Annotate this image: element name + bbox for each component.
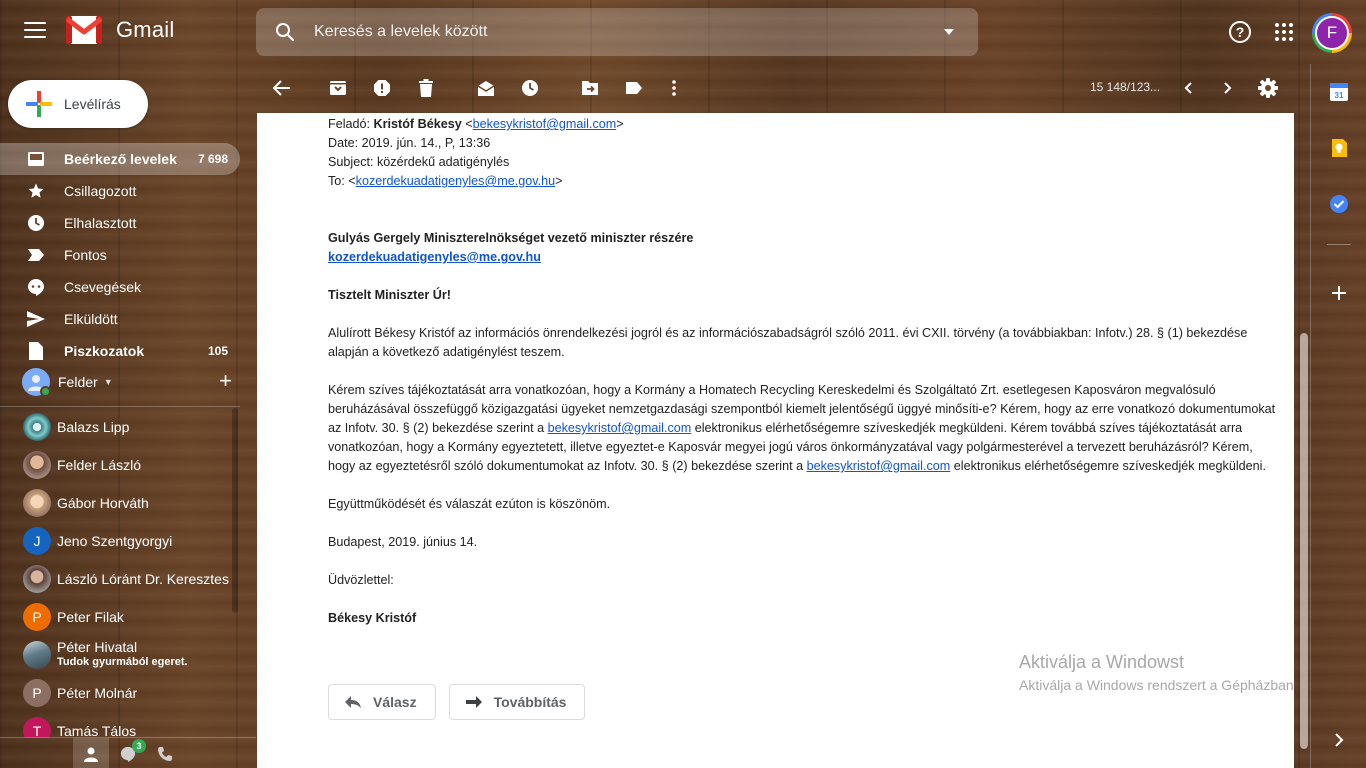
chat-badge: 3	[132, 739, 146, 753]
send-icon	[26, 309, 46, 329]
nav-label: Csillagozott	[64, 183, 137, 199]
back-icon[interactable]	[271, 77, 293, 99]
folder-nav	[0, 143, 240, 367]
move-to-icon[interactable]	[579, 77, 601, 99]
account-avatar[interactable]	[1312, 13, 1352, 53]
main-menu-button[interactable]	[24, 22, 46, 42]
phone-icon	[157, 746, 173, 762]
add-addon-icon[interactable]	[1329, 283, 1349, 303]
inbox-icon	[26, 149, 46, 169]
report-spam-icon[interactable]	[371, 77, 393, 99]
nav-label: Elküldött	[64, 311, 118, 327]
contact-name: Gábor Horváth	[57, 494, 149, 511]
nav-label: Elhalasztott	[64, 215, 137, 231]
calendar-day: 31	[1334, 91, 1344, 100]
forward-icon	[466, 696, 482, 708]
compose-plus-icon	[26, 91, 52, 117]
important-icon	[26, 245, 46, 265]
nav-item-sent[interactable]	[0, 303, 240, 335]
side-panel	[1310, 64, 1366, 768]
apps-grid-icon[interactable]	[1272, 20, 1296, 44]
search-icon[interactable]	[256, 22, 314, 42]
contact-name: Tamás Tálos	[57, 722, 137, 738]
contact-avatar	[23, 565, 51, 593]
hangouts-tabs	[0, 737, 256, 768]
compose-button[interactable]	[8, 80, 148, 128]
contacts-tab[interactable]	[73, 738, 109, 768]
keep-icon[interactable]	[1329, 138, 1349, 158]
chat-icon	[26, 277, 46, 297]
add-contact-button[interactable]: +	[219, 368, 232, 393]
nav-label: Beérkező levelek	[64, 151, 177, 167]
signature: Békesy Kristóf	[328, 611, 417, 625]
contact-item[interactable]	[0, 522, 240, 560]
paragraph-thanks: Együttműködését és válaszát ezúton is köszönöm.	[328, 497, 611, 511]
search-input[interactable]	[256, 8, 978, 56]
nav-item-important[interactable]	[0, 239, 240, 271]
windows-activation-watermark: Aktiválja a Windowst Aktiválja a Windows rendszert a Gépházban	[1019, 652, 1294, 693]
more-options-icon[interactable]	[663, 77, 685, 99]
account-initial: F	[1315, 16, 1349, 50]
contact-item[interactable]	[0, 598, 240, 636]
nav-item-snoozed[interactable]	[0, 207, 240, 239]
phone-tab[interactable]	[147, 738, 183, 768]
to-email-link[interactable]: kozerdekuadatigenyles@me.gov.hu	[355, 174, 556, 188]
paragraph-intro: Alulírott Békesy Kristóf az információs önrendelkezési jogról és az információszabadságról szóló 2011. évi CXII. törvény (a továbbiakban: Infotv.) 28. § (1) bekezdése alapján a következő adatigénylést teszem.	[328, 326, 1248, 359]
help-icon[interactable]	[1228, 20, 1252, 44]
pagination-label: 15 148/123...	[1090, 80, 1161, 94]
app-name: Gmail	[116, 17, 175, 42]
contact-avatar: T	[23, 717, 51, 738]
contact-name: Péter Molnár	[57, 684, 138, 701]
expand-panel-chevron-icon[interactable]	[1329, 730, 1349, 750]
contacts-list	[0, 408, 240, 738]
contact-name: Péter Hivatal	[57, 639, 138, 655]
contact-item[interactable]	[0, 408, 240, 446]
nav-label: Csevegések	[64, 279, 142, 295]
reply-email-link[interactable]: bekesykristof@gmail.com	[547, 421, 692, 435]
svg-text:?: ?	[1235, 24, 1245, 40]
contact-name: Balazs Lipp	[57, 418, 130, 435]
settings-gear-icon[interactable]	[1257, 77, 1279, 99]
unread-count: 7 698	[197, 152, 228, 166]
search-options-icon[interactable]	[920, 29, 978, 35]
contact-item[interactable]	[0, 674, 240, 712]
newer-chevron-left-icon[interactable]	[1177, 77, 1199, 99]
salutation: Tisztelt Miniszter Úr!	[328, 288, 451, 302]
nav-item-starred[interactable]	[0, 175, 240, 207]
paragraph-request: Kérem szíves tájékoztatását arra vonatkozóan, hogy a Kormány a Homatech Recycling Kereskedelmi és Szolgáltató Zrt. esetlegesen Kaposváron megvalósuló beruházásával összefüggő közigazgatási ügyeket nemzetgazdasági szempontból kiemelt jelentőségű üggyé minősíti-e? Kérem, hogy az erre vonatkozó dokumentumokat az Infotv. 30. § (2) bekezdése szerint a bekesykristof@gmail.com elektronikus elérhetőségemre szíveskedjék megküldeni. Kérem továbbá szíves tájékoztatását arra vonatkozóan, hogy a Kormány egyeztetett, illetve egyeztet-e Kaposvár megyei jogú város önkormányzatával vagy polgármesterével a tervezett beruházásról? Kérem, hogy az egyeztetésről szóló dokumentumokat az Infotv. 30. § (2) bekezdése szerint a bekesykristof@gmail.com elektronikus elérhetőségemre szíveskedjék megküldeni.	[328, 383, 1276, 473]
online-status-dot	[40, 386, 51, 397]
nav-item-drafts[interactable]	[0, 335, 240, 367]
divider	[0, 406, 240, 407]
hangouts-header	[22, 367, 238, 397]
recipient-heading: Gulyás Gergely Miniszterelnökséget vezető miniszter részére	[328, 231, 694, 245]
sender-email-link[interactable]: bekesykristof@gmail.com	[472, 117, 617, 131]
reply-icon	[345, 696, 361, 708]
nav-label: Fontos	[64, 247, 107, 263]
tasks-icon[interactable]	[1329, 194, 1349, 214]
calendar-icon[interactable]	[1329, 82, 1349, 102]
gmail-logo[interactable]	[66, 16, 174, 44]
nav-label: Piszkozatok	[64, 343, 145, 359]
contact-avatar: P	[23, 679, 51, 707]
hangouts-user-avatar[interactable]	[22, 368, 50, 396]
contact-name: László Lóránt Dr. Keresztes	[57, 570, 229, 587]
contact-name: Felder László	[57, 456, 142, 473]
place-date: Budapest, 2019. június 14.	[328, 535, 478, 549]
contact-item[interactable]	[0, 484, 240, 522]
sender-name: Kristóf Békesy	[373, 117, 462, 131]
contact-item[interactable]	[0, 636, 240, 674]
chevron-down-icon[interactable]: ▼	[103, 377, 113, 387]
contact-item[interactable]	[0, 712, 240, 738]
search-placeholder: Keresés a levelek között	[314, 23, 488, 40]
reply-button[interactable]: Válasz	[328, 684, 436, 720]
contact-avatar	[23, 451, 51, 479]
hangouts-user-name[interactable]: Felder	[58, 374, 98, 390]
forwarded-to-line: To: <kozerdekuadatigenyles@me.gov.hu>	[328, 174, 563, 188]
contact-name: Peter Filak	[57, 608, 124, 625]
reply-email-link[interactable]: bekesykristof@gmail.com	[806, 459, 951, 473]
conversations-tab[interactable]	[110, 738, 146, 768]
star-icon	[26, 181, 46, 201]
forwarded-from-line: Feladó: Kristóf Békesy <bekesykristof@gmail.com>	[328, 117, 624, 131]
closing: Üdvözlettel:	[328, 573, 394, 587]
reply-actions	[328, 684, 598, 720]
older-chevron-right-icon[interactable]	[1217, 77, 1239, 99]
contact-avatar	[23, 413, 51, 441]
contact-name: Jeno Szentgyorgyi	[57, 532, 173, 549]
clock-icon	[26, 213, 46, 233]
forwarded-subject-line: Subject: közérdekű adatigénylés	[328, 155, 510, 169]
contact-item[interactable]	[0, 560, 240, 598]
recipient-email-link[interactable]: kozerdekuadatigenyles@me.gov.hu	[328, 250, 541, 264]
forwarded-date-line: Date: 2019. jún. 14., P, 13:36	[328, 136, 491, 150]
snooze-icon[interactable]	[519, 77, 541, 99]
archive-icon[interactable]	[327, 77, 349, 99]
contact-status: Tudok gyurmából egeret.	[57, 656, 188, 668]
contact-item[interactable]	[0, 446, 240, 484]
forward-button[interactable]: Továbbítás	[449, 684, 586, 720]
scrollbar-thumb[interactable]	[1300, 333, 1308, 749]
label-icon[interactable]	[623, 77, 645, 99]
contact-avatar: J	[23, 527, 51, 555]
delete-icon[interactable]	[415, 77, 437, 99]
contacts-scrollbar[interactable]	[232, 408, 238, 613]
email-scrollbar[interactable]	[1298, 113, 1310, 768]
draft-icon	[26, 341, 46, 361]
nav-item-inbox[interactable]	[0, 143, 240, 175]
gmail-envelope-icon	[66, 16, 102, 44]
draft-count: 105	[207, 344, 228, 358]
contact-avatar: P	[23, 603, 51, 631]
compose-label: Levélírás	[64, 96, 121, 112]
person-icon	[83, 746, 99, 762]
contact-avatar	[23, 489, 51, 517]
nav-item-chats[interactable]	[0, 271, 240, 303]
divider	[1327, 244, 1351, 245]
mark-unread-icon[interactable]	[475, 77, 497, 99]
email-body	[257, 113, 1294, 768]
contact-avatar	[23, 641, 51, 669]
